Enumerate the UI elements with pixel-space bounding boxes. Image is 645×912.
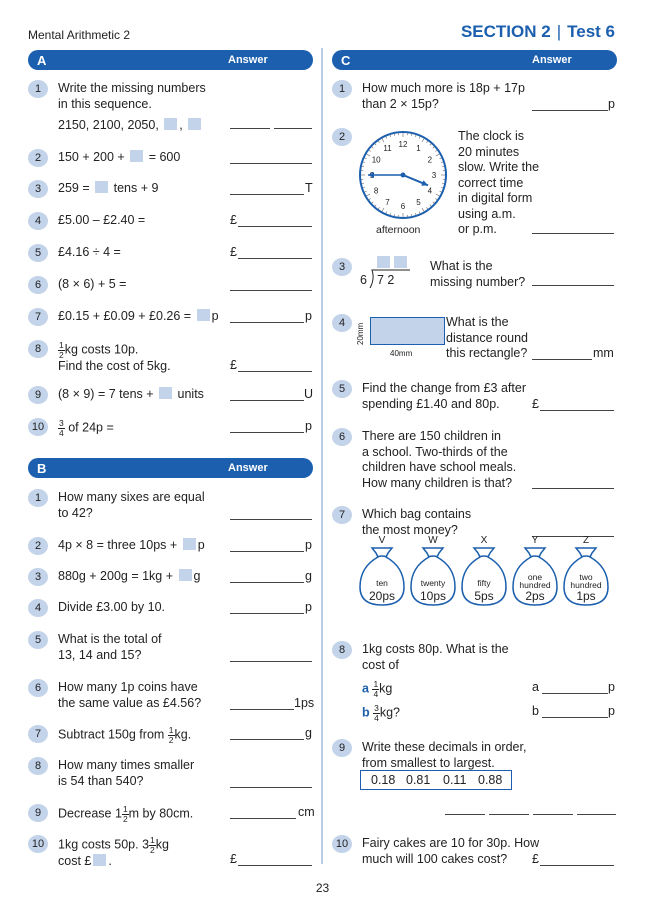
sub-label: a [362,681,369,696]
question-text [58,632,162,663]
text-line: a school. Two-thirds of the [362,444,508,459]
question-text [362,81,525,112]
decimal-value: 0.81 [406,773,431,787]
answer-unit: cm [298,805,315,819]
clock-number: 3 [431,171,437,180]
clock-number: 2 [427,155,433,165]
text-line: correct time [458,175,524,190]
text-part: kg [379,681,393,696]
text-line: distance round [446,330,529,345]
question-number: 8 [28,340,48,358]
answer-line[interactable] [238,371,312,372]
question-number: 6 [28,276,48,294]
answer-prefix: £ [230,245,237,259]
text-part: Decrease 1 [58,806,122,821]
question-number: 7 [28,725,48,743]
text-line: in this sequence. [58,96,152,111]
text-line: spending £1.40 and 80p. [362,396,500,411]
answer-heading: Answer [228,54,268,66]
bag-letter: X [480,535,488,546]
test-label: Test 6 [567,22,615,41]
bag-letter: Z [582,535,590,546]
answer-line[interactable] [540,410,614,411]
answer-heading: Answer [532,54,572,66]
answer-line[interactable] [532,359,592,360]
fraction [149,836,156,854]
text-line: this rectangle? [446,346,528,360]
question-text [58,387,204,403]
question-text: Divide £3.00 by 10. [58,600,166,614]
clock-caption: afternoon [376,224,421,236]
question-number: 9 [28,386,48,404]
missing-digits [375,256,409,270]
missing-box [377,256,390,268]
section-label: SECTION 2 [460,22,551,41]
text-line: children have school meals. [362,460,517,474]
section-a-header [28,50,313,70]
numerator: 3 [374,703,379,713]
answer-prefix: £ [532,852,539,866]
text-line: Which bag contains [362,507,472,521]
question-number: 8 [28,757,48,775]
denominator: 4 [373,688,379,699]
text-line: There are 150 children in [362,429,501,443]
question-number: 6 [28,679,48,697]
text-part: . [108,854,112,868]
answer-line[interactable] [230,739,304,740]
denominator: 2 [59,349,64,360]
missing-box [159,387,172,399]
clock-diagram [357,129,457,221]
answer-line[interactable] [238,258,312,259]
bag-value: 10ps [419,589,447,603]
sequence-line [58,118,206,134]
question-number: 4 [28,599,48,617]
text-part: m by 80cm. [128,806,194,821]
answer-unit: g [305,569,312,583]
answer-unit: p [608,680,615,694]
heading-separator: | [556,22,562,41]
missing-box [179,569,192,581]
question-number: 5 [332,380,352,398]
answer-unit: p [305,538,312,552]
bag-letter: W [428,535,438,546]
answer-line[interactable] [542,693,608,694]
text-line: What is the [430,259,493,273]
question-text: £5.00 – £2.40 = [58,213,146,227]
fraction [58,341,65,359]
question-number: 4 [28,212,48,230]
sub-question-a [362,680,392,698]
question-number: 1 [332,80,352,98]
section-c-header [332,50,617,70]
answer-unit: p [305,309,312,323]
decimal-value: 0.11 [443,773,467,787]
text-line: Write these decimals in order, [362,740,527,754]
answer-line[interactable] [230,519,312,520]
text-line: The clock is [458,129,524,143]
clock-centre [401,173,406,178]
numerator: 1 [59,340,64,350]
text-part: 4p × 8 = three 10ps + [58,538,178,552]
question-number: 10 [28,418,48,436]
fraction [373,704,380,722]
text-line: in digital form [458,191,533,205]
sub-label: b [362,705,370,720]
answer-prefix: £ [532,397,539,411]
text-part: (8 × 9) = 7 tens + [58,387,154,401]
sequence-text: 2150, 2100, 2050, [58,118,159,132]
answer-line[interactable] [540,865,614,866]
text-part: p [211,309,219,323]
answer-line[interactable] [230,709,294,710]
text-line: 13, 14 and 15? [58,647,142,662]
dividend: 7 2 [377,273,395,287]
denominator: 2 [122,813,128,824]
question-number: 7 [332,506,352,524]
clock-number: 12 [398,140,408,149]
text-part: 150 + 200 + [58,150,125,164]
text-line: How many children is that? [362,475,513,490]
answer-prefix: £ [230,358,237,372]
fraction [168,726,175,744]
clock-number: 8 [373,186,379,196]
bag-word: hundred [519,580,551,590]
page-number: 23 [315,881,330,895]
answer-label: a [532,680,539,694]
denominator: 4 [374,712,379,723]
question-number: 5 [28,631,48,649]
missing-box [130,150,143,162]
answer-unit: mm [593,346,614,360]
question-text [362,507,471,538]
fraction [58,419,65,437]
text-part: units [177,387,204,401]
answer-prefix: £ [230,213,237,227]
question-number: 9 [28,804,48,822]
bag-letter: V [378,535,386,546]
question-number: 4 [332,314,352,332]
answer-line[interactable] [445,814,485,815]
column-divider [321,48,323,864]
clock-number: 11 [383,144,392,154]
question-text [58,150,180,166]
answer-line[interactable] [238,865,312,866]
answer-line[interactable] [274,128,312,129]
bag-value: 20ps [368,589,396,603]
clock-number: 5 [416,197,421,207]
missing-box [183,538,196,550]
answer-unit: 1ps [294,696,315,710]
answer-unit: T [305,181,313,195]
text-line: Find the change from £3 after [362,381,526,395]
question-text: (8 × 6) + 5 = [58,277,127,291]
answer-heading: Answer [228,462,268,474]
text-part: tens + 9 [113,181,159,195]
text-line: using a.m. [458,206,516,221]
question-number: 2 [28,537,48,555]
question-text [58,726,191,744]
question-number: 10 [28,835,48,853]
missing-box [93,854,106,866]
answer-line[interactable] [238,226,312,227]
answer-line[interactable] [230,322,304,323]
text-line: slow. Write the [458,160,540,174]
question-text [430,259,525,290]
text-line: than 2 × 15p? [362,96,439,111]
question-text [58,490,205,521]
missing-box [394,256,407,268]
text-line: or p.m. [458,222,497,236]
answer-line[interactable] [230,128,270,129]
text-line [58,854,169,870]
question-number: 5 [28,244,48,262]
fraction [122,805,129,823]
missing-box [95,181,108,193]
question-text [58,569,200,585]
question-text [362,642,509,673]
bag-word: one [527,572,543,582]
text-part: kg costs 10p. [64,342,139,357]
answer-line[interactable] [532,110,608,111]
text-part: kg? [379,705,401,720]
question-number: 2 [332,128,352,146]
denominator: 2 [150,844,155,855]
question-number: 3 [332,258,352,276]
answer-line[interactable] [577,814,616,815]
bag-value: 5ps [474,589,494,603]
question-text [58,805,193,823]
text-line: 20 minutes [458,144,520,159]
answer-line[interactable] [230,194,304,195]
answer-line[interactable] [533,814,573,815]
missing-box [197,309,210,321]
text-part: = 600 [148,150,181,164]
decimals-box [360,770,512,790]
bag-word: hundred [570,580,602,590]
text-part: 880g + 200g = 1kg + [58,569,174,583]
text-line: is 54 than 540? [58,773,144,788]
text-line: How many 1p coins have [58,680,198,694]
question-text [58,181,158,197]
question-number: 3 [28,180,48,198]
question-text [58,836,169,870]
numerator: 1 [373,679,379,689]
decimal-value: 0.88 [478,773,503,787]
text-line [58,341,171,359]
answer-line[interactable] [230,613,304,614]
numerator: 1 [168,725,174,735]
question-text [458,129,539,238]
text-part: 1kg costs 50p. 3 [58,837,150,852]
text-line [58,836,169,854]
bag-letter: Y [531,535,539,546]
denominator: 2 [168,734,174,745]
section-letter: A [37,53,47,68]
text-line: How many sixes are equal [58,490,205,504]
answer-line[interactable] [230,582,304,583]
bag-word: fifty [477,578,491,588]
text-part: kg [155,837,169,852]
question-text [362,740,526,771]
answer-line[interactable] [532,488,614,489]
missing-box [188,118,201,130]
text-part: p [197,538,205,552]
text-part: £0.15 + £0.09 + £0.26 = [58,309,192,323]
section-b-header [28,458,313,478]
bag-word: ten [376,578,388,588]
question-text [362,836,539,867]
question-text [362,429,516,491]
answer-line[interactable] [532,233,614,234]
question-text [58,309,219,325]
text-part: cost £ [58,854,92,868]
text-part: 259 = [58,181,90,195]
text-line: to 42? [58,505,93,520]
text-line: What is the [446,315,509,329]
question-text [362,381,526,412]
clock-number: 7 [385,197,390,207]
question-number: 1 [28,489,48,507]
question-text [58,419,114,437]
answer-line[interactable] [230,787,312,788]
question-number: 2 [28,149,48,167]
text-part: Subtract 150g from [58,727,165,742]
answer-line[interactable] [230,661,312,662]
text-line: How much more is 18p + 17p [362,81,525,95]
text-line: the same value as £4.56? [58,695,202,710]
question-number: 1 [28,80,48,98]
text-line: Write the missing numbers [58,81,206,95]
text-line: from smallest to largest. [362,755,495,770]
numerator: 1 [122,804,128,814]
text-line: What is the total of [58,632,162,646]
clock-number: 6 [400,202,406,211]
answer-unit: p [608,704,615,718]
answer-unit: p [305,600,312,614]
text-line: Fairy cakes are 10 for 30p. How [362,836,540,850]
answer-line[interactable] [230,400,304,401]
question-number: 8 [332,641,352,659]
text-line: Find the cost of 5kg. [58,359,171,373]
question-text: £4.16 ÷ 4 = [58,245,121,259]
numerator: 1 [150,835,155,845]
text-line: the most money? [362,522,458,537]
sequence-comma: , [179,118,183,132]
answer-line[interactable] [489,814,529,815]
answer-unit: g [305,726,312,740]
question-number: 7 [28,308,48,326]
bag-value: 1ps [576,589,596,603]
text-part: kg. [174,727,192,742]
question-text [58,680,201,711]
clock-number: 1 [416,144,421,154]
rectangle-width-label: 40mm [390,349,413,358]
answer-line[interactable] [230,163,312,164]
rectangle-shape [370,317,445,345]
answer-line[interactable] [230,551,304,552]
question-text [58,81,206,134]
answer-line[interactable] [542,717,608,718]
clock-number: 10 [371,155,381,165]
denominator: 4 [59,427,64,438]
text-line: missing number? [430,274,526,289]
question-text [58,758,194,789]
question-number: 3 [28,568,48,586]
clock-number: 4 [427,186,433,196]
question-text [58,341,171,375]
answer-unit: p [305,419,312,433]
text-part: of 24p = [68,420,114,435]
answer-line[interactable] [230,818,296,819]
answer-unit: p [608,97,615,111]
divisor: 6 [360,273,367,287]
question-text [446,315,528,362]
question-number: 6 [332,428,352,446]
text-line: 1kg costs 80p. What is the [362,642,509,656]
answer-line[interactable] [532,285,614,286]
text-line: much will 100 cakes cost? [362,851,508,866]
text-line: How many times smaller [58,758,195,772]
section-letter: C [341,53,351,68]
question-number: 9 [332,739,352,757]
bag-word: two [579,572,593,582]
answer-line[interactable] [230,290,312,291]
section-test-heading [461,22,615,42]
text-line: cost of [362,657,399,672]
money-bags [358,535,618,610]
answer-line[interactable] [230,432,304,433]
text-part: g [193,569,201,583]
answer-label: b [532,704,539,718]
bag-value: 2ps [525,589,545,603]
missing-box [164,118,177,130]
rectangle-height-label: 20mm [356,322,365,345]
bag-word: twenty [420,578,446,588]
book-title: Mental Arithmetic 2 [28,28,131,42]
question-text [58,538,205,554]
numerator: 3 [59,418,64,428]
decimal-value: 0.18 [371,773,396,787]
answer-prefix: £ [230,852,237,866]
sub-question-b [362,704,400,722]
question-number: 10 [332,835,352,853]
answer-unit: U [304,387,314,401]
section-letter: B [37,461,47,476]
